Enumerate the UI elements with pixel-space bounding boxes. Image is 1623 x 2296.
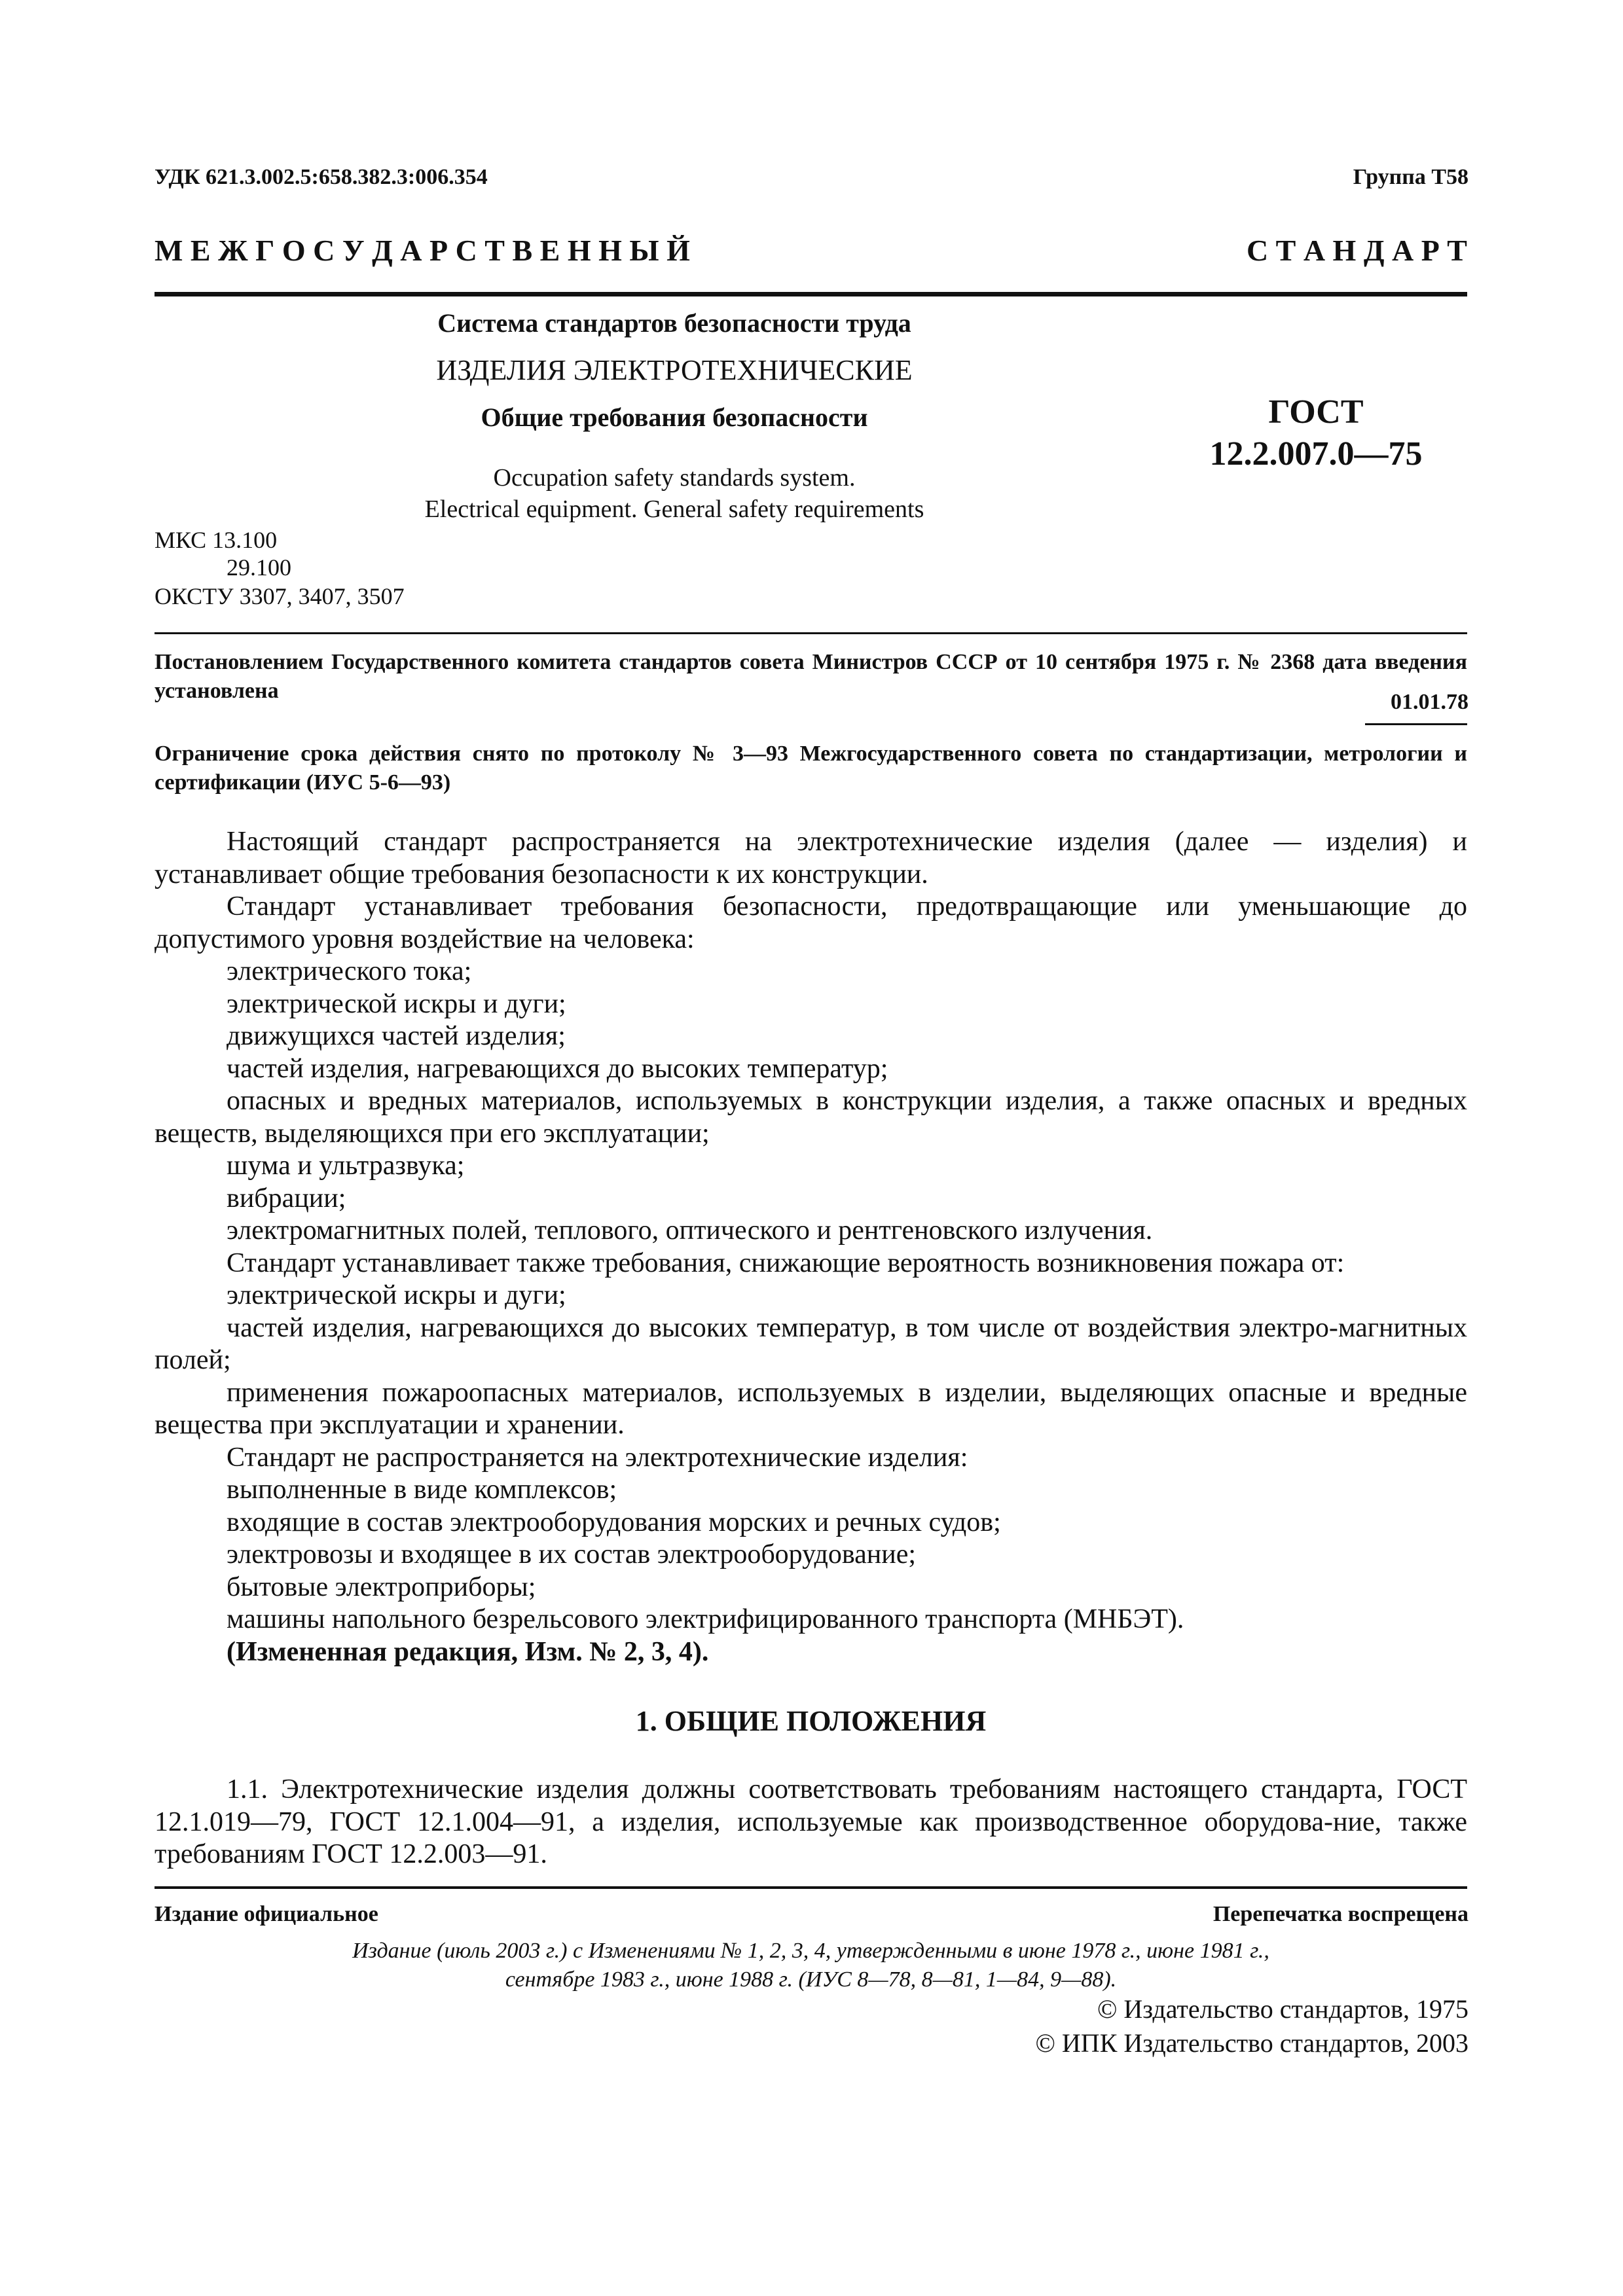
body-paragraph: частей изделия, нагревающихся до высоких температур; <box>227 1053 888 1084</box>
body-paragraph: шума и ультразвука; <box>227 1151 465 1181</box>
gost-label: ГОСТ <box>1268 393 1364 431</box>
body-paragraph: бытовые электроприборы; <box>227 1571 536 1602</box>
reprint-prohibited-label: Перепечатка воспрещена <box>1213 1902 1468 1926</box>
body-paragraph: электрической искры и дуги; <box>227 988 566 1019</box>
body-paragraph: частей изделия, нагревающихся до высоких температур, в том числе от воздействия электро-магнитных полей; <box>155 1312 1467 1375</box>
group-code: Группа Т58 <box>1353 165 1468 189</box>
paragraph-1-1: 1.1. Электротехнические изделия должны соответствовать требованиям настоящего стандарта, ГОСТ 12.1.019—79, ГОСТ 12.1.004—91, а изделия, используемые как производственное оборудова-ние, также требованиям ГОСТ 12.2.003—91. <box>155 1774 1467 1869</box>
body-paragraph: опасных и вредных материалов, используемых в конструкции изделия, а также опасных и вредных веществ, выделяющихся при его эксплуатации; <box>155 1086 1467 1149</box>
document-title: ИЗДЕЛИЯ ЭЛЕКТРОТЕХНИЧЕСКИЕ <box>436 354 913 386</box>
footer-divider <box>155 1886 1467 1889</box>
copyright-2003: © ИПК Издательство стандартов, 2003 <box>1035 2028 1468 2058</box>
english-title-line-1: Occupation safety standards system. <box>493 464 856 492</box>
english-title-line-2: Electrical equipment. General safety requirements <box>424 495 924 523</box>
body-paragraph: электровозы и входящее в их состав электрооборудование; <box>227 1539 917 1570</box>
mks-code-2: 29.100 <box>227 554 291 581</box>
standards-series: Система стандартов безопасности труда <box>437 308 911 338</box>
standard-word: С Т А Н Д А Р Т <box>1246 234 1467 267</box>
body-paragraph: Стандарт устанавливает также требования, снижающие вероятность возникновения пожара от: <box>227 1247 1345 1278</box>
body-paragraph: Стандарт устанавливает требования безопасности, предотвращающие или уменьшающие до допустимого уровня воздействие на человека: <box>155 891 1467 954</box>
body-paragraph: входящие в состав электрооборудования морских и речных судов; <box>227 1507 1001 1537</box>
edition-note-line-2: сентябре 1983 г., июне 1988 г. (ИУС 8—78, 8—81, 1—84, 9—88). <box>505 1967 1117 1992</box>
section-paragraph <box>155 1774 1467 1871</box>
body-paragraph: машины напольного безрельсового электрифицированного транспорта (МНБЭТ). <box>227 1604 1184 1634</box>
decree-text: Постановлением Государственного комитета стандартов совета Министров СССР от 10 сентября 1975 г. № 2368 дата введения установлена <box>155 650 1467 703</box>
body-paragraph: (Измененная редакция, Изм. № 2, 3, 4). <box>227 1636 709 1667</box>
interstate-standard-banner <box>155 233 1467 268</box>
classification-divider <box>155 632 1467 634</box>
document-subtitle: Общие требования безопасности <box>481 403 868 432</box>
copyright-1975: © Издательство стандартов, 1975 <box>1097 1994 1468 2024</box>
body-text <box>155 826 1467 1668</box>
body-paragraph: Стандарт не распространяется на электротехнические изделия: <box>227 1442 968 1473</box>
body-paragraph: Настоящий стандарт распространяется на электротехнические изделия (далее — изделия) и устанавливает общие требования безопасности к их конструкции. <box>155 827 1467 889</box>
body-paragraph: электромагнитных полей, теплового, оптического и рентгеновского излучения. <box>227 1215 1153 1246</box>
body-paragraph: движущихся частей изделия; <box>227 1021 566 1051</box>
date-underline <box>1365 723 1467 725</box>
okstu-code: ОКСТУ 3307, 3407, 3507 <box>155 583 405 609</box>
gost-number: 12.2.007.0—75 <box>1209 435 1423 473</box>
body-paragraph: вибрации; <box>227 1183 346 1213</box>
interstate-word: М Е Ж Г О С У Д А Р С Т В Е Н Н Ы Й <box>155 234 690 267</box>
body-paragraph: электрической искры и дуги; <box>227 1280 566 1310</box>
limitation-text: Ограничение срока действия снято по протоколу № 3—93 Межгосударственного совета по стандартизации, метрологии и сертификации (ИУС 5-6—93) <box>155 742 1467 795</box>
header-divider <box>155 292 1467 296</box>
body-paragraph: выполненные в виде комплексов; <box>227 1475 617 1505</box>
introduction-date: 01.01.78 <box>1391 690 1468 714</box>
body-paragraph: применения пожароопасных материалов, используемых в изделии, выделяющих опасные и вредные вещества при эксплуатации и хранении. <box>155 1377 1467 1440</box>
body-paragraph: электрического тока; <box>227 956 472 986</box>
edition-note-line-1: Издание (июль 2003 г.) с Изменениями № 1, 2, 3, 4, утвержденными в июне 1978 г., июне 1981 г., <box>352 1939 1269 1963</box>
mks-code: МКС 13.100 <box>155 527 278 553</box>
section-heading: 1. ОБЩИЕ ПОЛОЖЕНИЯ <box>635 1705 987 1737</box>
official-edition-label: Издание официальное <box>155 1902 378 1926</box>
udk-code: УДК 621.3.002.5:658.382.3:006.354 <box>155 165 488 189</box>
